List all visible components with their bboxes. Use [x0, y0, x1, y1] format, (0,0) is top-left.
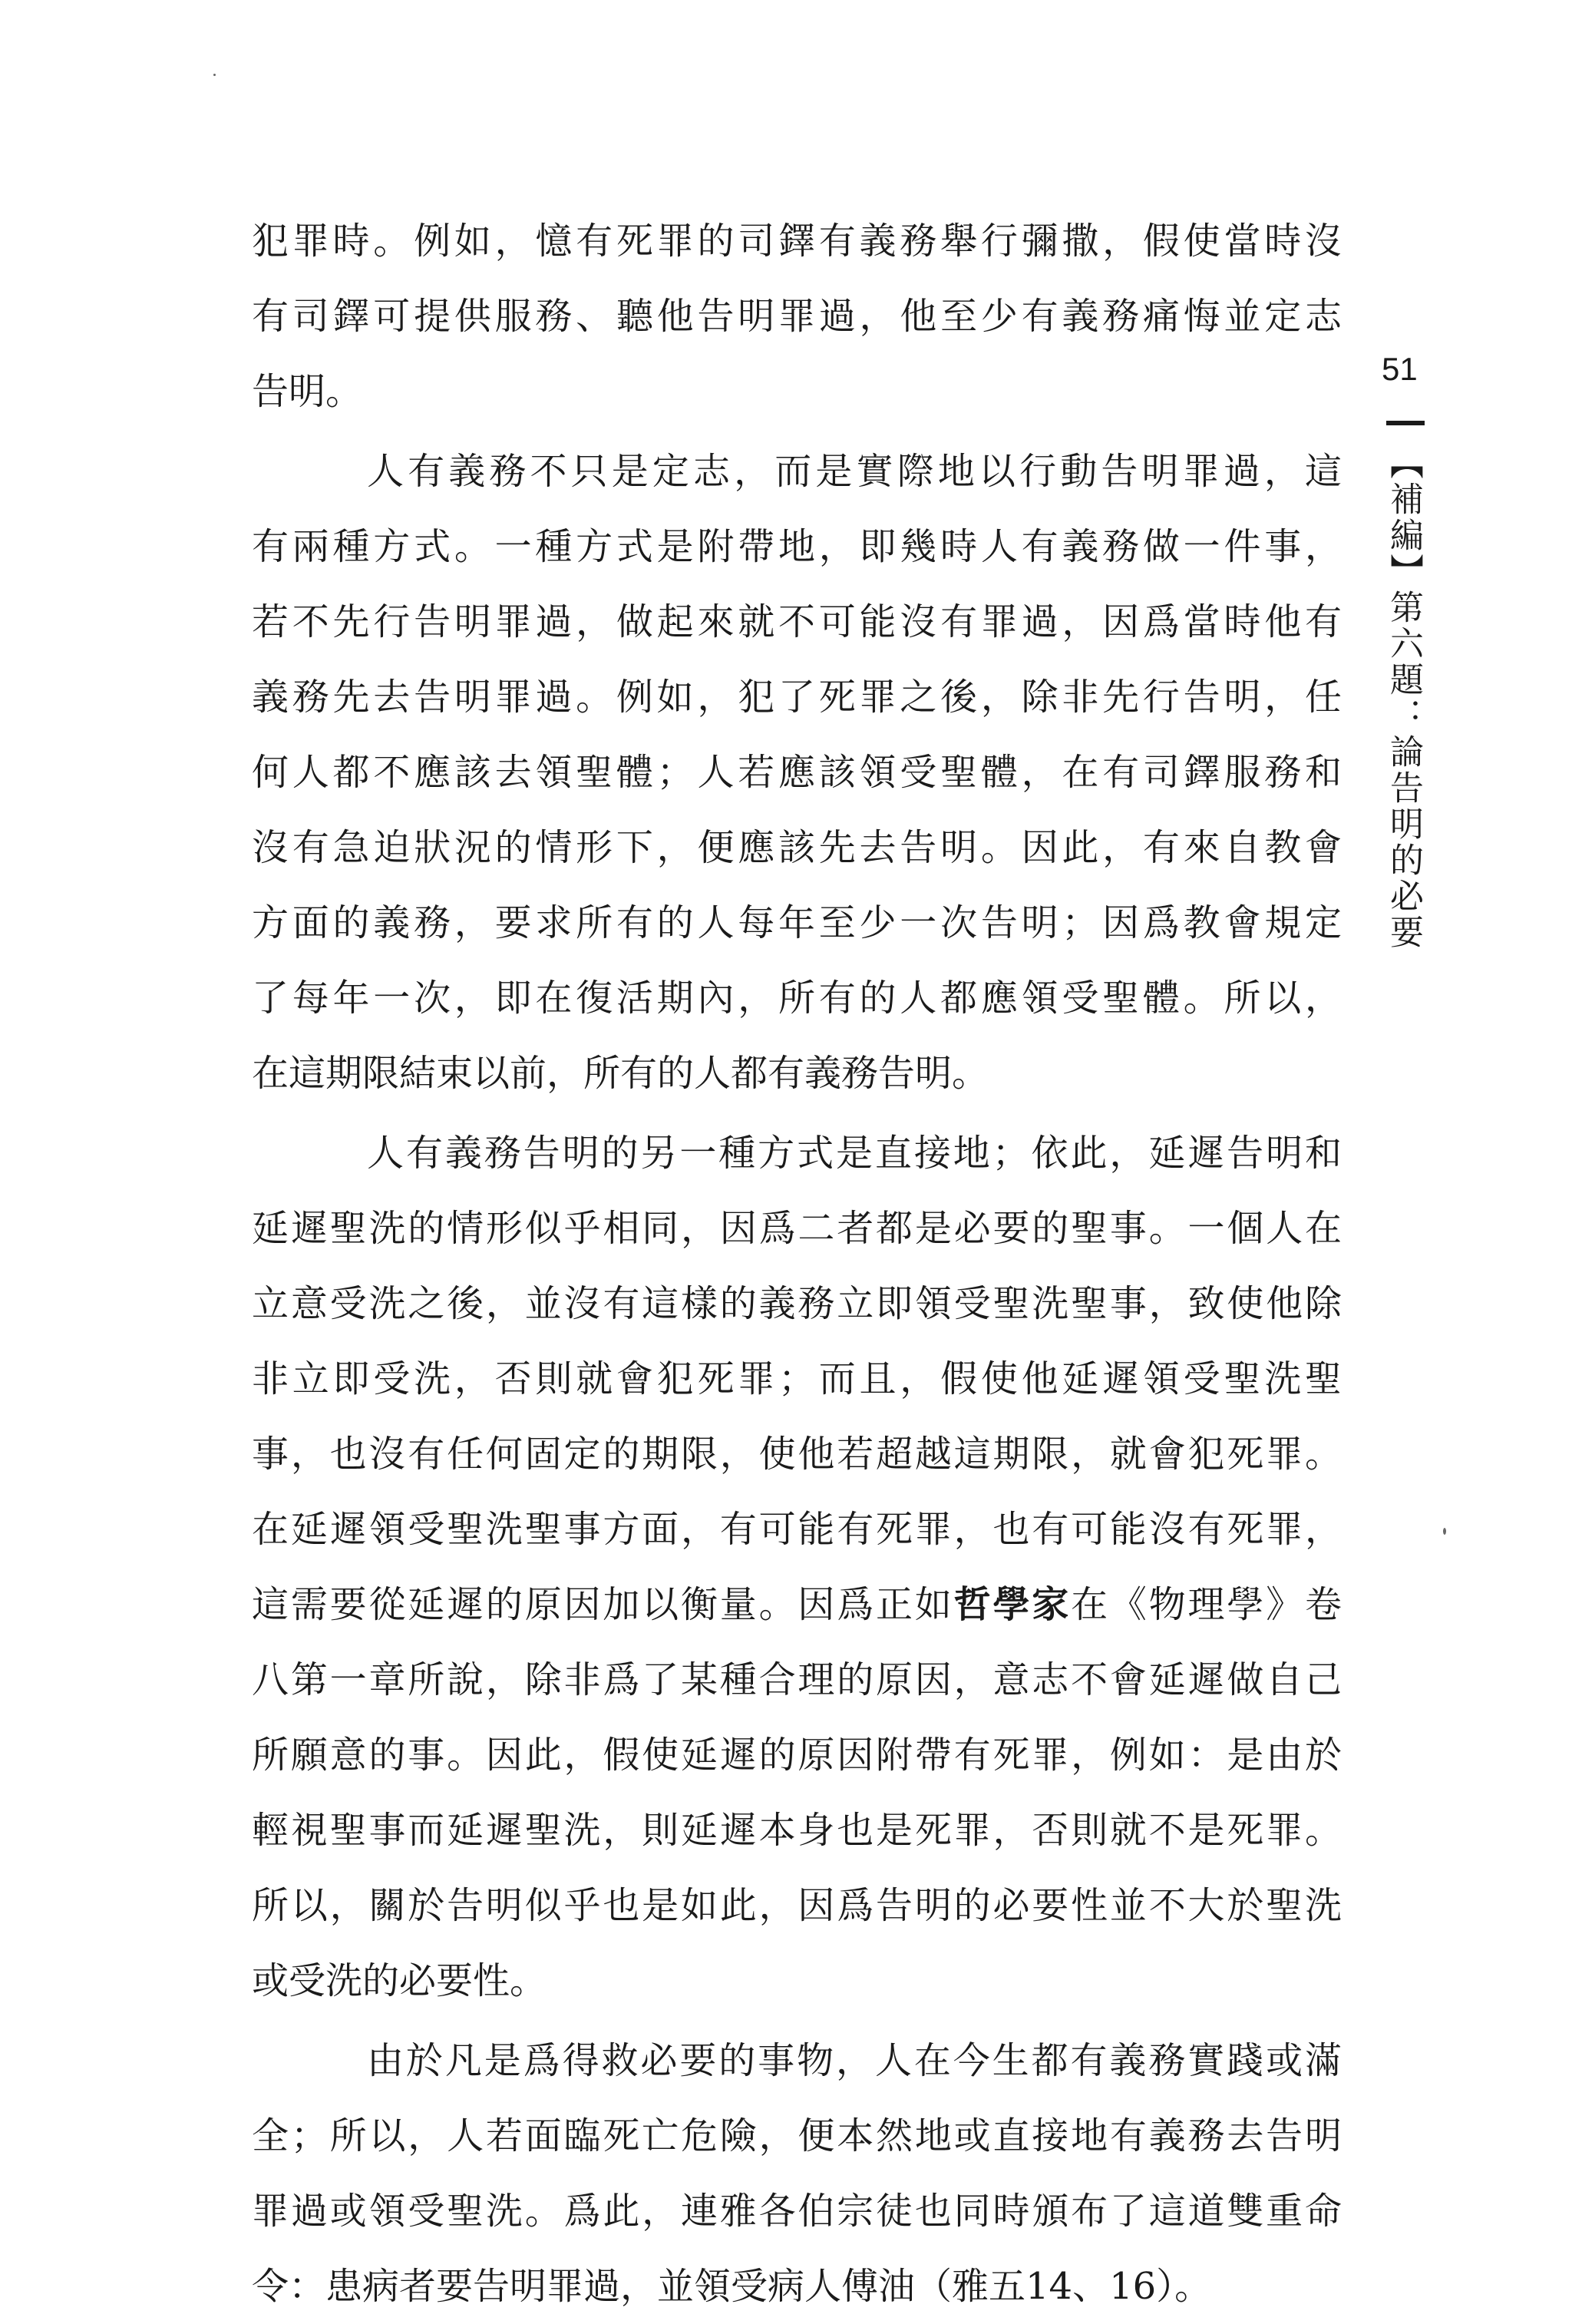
text-line: 告明。 — [252, 370, 363, 413]
text-line: 沒有急迫狀況的情形下，便應該先去告明。因此，有來自教會 — [252, 826, 1342, 869]
paragraph — [252, 2023, 1342, 2324]
text-line: 義務先去告明罪過。例如，犯了死罪之後，除非先行告明，任 — [252, 676, 1342, 719]
text-line: 延遲聖洗的情形似乎相同，因爲二者都是必要的聖事。一個人在 — [252, 1207, 1342, 1250]
paragraph — [252, 434, 1342, 1111]
text-line: 在延遲領受聖洗聖事方面，有可能有死罪，也有可能沒有死罪， — [252, 1508, 1342, 1551]
text-line: 非立即受洗，否則就會犯死罪；而且，假使他延遲領受聖洗聖 — [252, 1357, 1342, 1400]
text-line: 事，也沒有任何固定的期限，使他若超越這期限，就會犯死罪。 — [252, 1433, 1342, 1476]
text-line: 何人都不應該去領聖體；人若應該領受聖體，在有司鐸服務和 — [252, 751, 1342, 794]
text-line: 罪過或領受聖洗。爲此，連雅各伯宗徒也同時頒布了這道雙重命 — [252, 2190, 1342, 2233]
text-line: 在這期限結束以前，所有的人都有義務告明。 — [252, 1052, 989, 1095]
text-line: 方面的義務，要求所有的人每年至少一次告明；因爲教會規定 — [252, 901, 1342, 944]
text-line: 有兩種方式。一種方式是附帶地，即幾時人有義務做一件事， — [252, 525, 1342, 568]
text-line: 立意受洗之後，並沒有這樣的義務立即領受聖洗聖事，致使他除 — [252, 1282, 1342, 1325]
paragraph — [252, 1116, 1342, 2018]
text-line: 人有義務不只是定志，而是實際地以行動告明罪過，這 — [367, 450, 1342, 493]
text-line: 全；所以，人若面臨死亡危險，便本然地或直接地有義務去告明 — [252, 2114, 1342, 2157]
text-line: 所願意的事。因此，假使延遲的原因附帶有死罪，例如：是由於 — [252, 1734, 1342, 1777]
text-line: 令：患病者要告明罪過，並領受病人傅油（雅五14、16）。 — [252, 2265, 1212, 2308]
running-head: 【補編】第六題：論告明的必要 — [1384, 445, 1423, 950]
text-line: 八第一章所說，除非爲了某種合理的原因，意志不會延遲做自己 — [252, 1658, 1342, 1701]
header-rule — [1386, 421, 1425, 425]
text-segment: 在《物理學》卷 — [1071, 1583, 1342, 1626]
text-line: 由於凡是爲得救必要的事物，人在今生都有義務實踐或滿 — [367, 2039, 1342, 2082]
text-line: 或受洗的必要性。 — [252, 1959, 547, 2002]
scan-speck — [213, 74, 216, 76]
text-line: 了每年一次，即在復活期內，所有的人都應領受聖體。所以， — [252, 977, 1342, 1020]
text-line: 犯罪時。例如，憶有死罪的司鐸有義務舉行彌撒，假使當時沒 — [252, 220, 1342, 263]
text-line: 若不先行告明罪過，做起來就不可能沒有罪過，因爲當時他有 — [252, 600, 1342, 643]
text-line-with-emphasis — [252, 1567, 1342, 1642]
body-text — [252, 203, 1342, 2324]
text-line: 輕視聖事而延遲聖洗，則延遲本身也是死罪，否則就不是死罪。 — [252, 1809, 1342, 1852]
page-number: 51 — [1382, 351, 1418, 387]
text-segment: 這需要從延遲的原因加以衡量。因爲正如 — [252, 1583, 954, 1626]
scan-speck — [1443, 1528, 1446, 1535]
paragraph — [252, 203, 1342, 429]
emphasis-philosopher: 哲學家 — [953, 1583, 1072, 1626]
text-line: 有司鐸可提供服務、聽他告明罪過，他至少有義務痛悔並定志 — [252, 295, 1342, 338]
text-line: 人有義務告明的另一種方式是直接地；依此，延遲告明和 — [367, 1132, 1342, 1175]
text-line: 所以，關於告明似乎也是如此，因爲告明的必要性並不大於聖洗 — [252, 1884, 1342, 1927]
